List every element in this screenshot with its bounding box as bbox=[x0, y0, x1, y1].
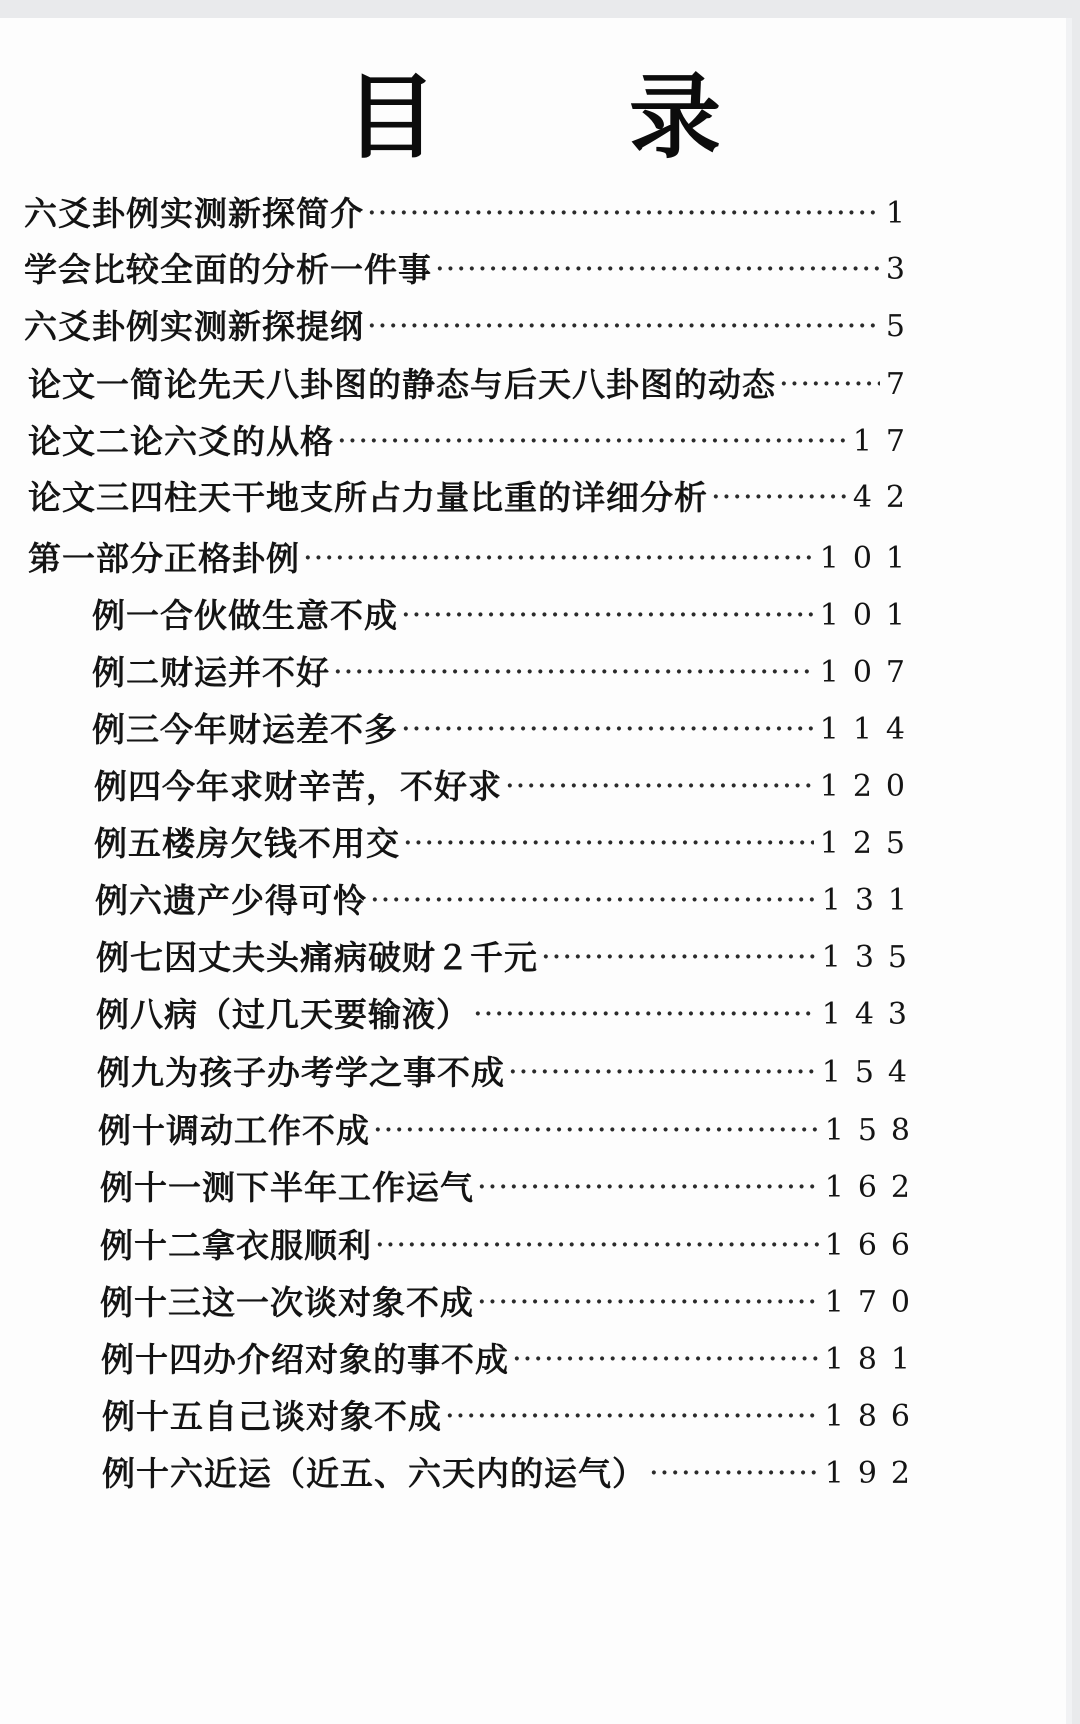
toc-entry bbox=[94, 824, 919, 864]
toc-entry-page-number: 131 bbox=[821, 883, 921, 918]
toc-entry-page-number: 135 bbox=[821, 940, 921, 975]
toc-entry-label: 例三 bbox=[92, 710, 160, 749]
dot-leader bbox=[304, 539, 814, 579]
toc-entry-title: 自己谈对象不成 bbox=[204, 1397, 442, 1436]
dot-leader bbox=[509, 1053, 816, 1093]
toc-entry-page-number: 120 bbox=[819, 769, 919, 804]
toc-entry-label: 例八 bbox=[96, 995, 164, 1034]
toc-entry-title: 正格卦例 bbox=[164, 539, 300, 578]
toc-entry-page-number: 181 bbox=[824, 1342, 924, 1377]
toc-entry-label: 例十六 bbox=[102, 1454, 204, 1493]
toc-entry-label: 论文一 bbox=[28, 365, 130, 404]
dot-leader bbox=[368, 194, 880, 234]
toc-entry-page-number: 162 bbox=[824, 1170, 924, 1205]
toc-entry-label: 例二 bbox=[92, 653, 160, 692]
toc-entry bbox=[28, 478, 919, 518]
dot-leader bbox=[404, 824, 814, 864]
dot-leader bbox=[402, 596, 814, 636]
toc-entry-page-number: 143 bbox=[821, 997, 921, 1032]
toc-entry-label: 例十二 bbox=[100, 1226, 202, 1265]
dot-leader bbox=[446, 1397, 819, 1437]
dot-leader bbox=[780, 365, 880, 405]
toc-entry-label: 例七 bbox=[96, 938, 164, 977]
toc-entry-page-number: 17 bbox=[852, 424, 919, 459]
dot-leader bbox=[371, 881, 816, 921]
toc-entry-page-number: 158 bbox=[824, 1113, 924, 1148]
toc-entry bbox=[100, 1168, 924, 1208]
dot-leader bbox=[374, 1111, 819, 1151]
dot-leader bbox=[478, 1283, 819, 1323]
dot-leader bbox=[474, 995, 816, 1035]
toc-entry-title: 测下半年工作运气 bbox=[202, 1168, 474, 1207]
toc-entry bbox=[24, 307, 919, 347]
toc-entry bbox=[28, 365, 919, 405]
toc-entry-title: 四柱天干地支所占力量比重的详细分析 bbox=[130, 478, 708, 517]
toc-entry-title: 办介绍对象的事不成 bbox=[203, 1340, 509, 1379]
toc-entry-title: 学会比较全面的分析一件事 bbox=[24, 250, 432, 289]
toc-entry-title: 近运（近五、六天内的运气） bbox=[204, 1454, 646, 1493]
toc-entry-title: 六爻卦例实测新探简介 bbox=[24, 194, 364, 233]
toc-entry-title: 简论先天八卦图的静态与后天八卦图的动态 bbox=[130, 365, 776, 404]
toc-entry bbox=[100, 1283, 924, 1323]
toc-entry-page-number: 5 bbox=[885, 309, 919, 344]
toc-entry-label: 例十五 bbox=[102, 1397, 204, 1436]
toc-entry-label: 例六 bbox=[95, 881, 163, 920]
dot-leader bbox=[478, 1168, 819, 1208]
toc-entry bbox=[28, 539, 919, 579]
toc-entry bbox=[28, 422, 919, 462]
toc-entry-page-number: 192 bbox=[824, 1456, 924, 1491]
toc-entry bbox=[92, 653, 919, 693]
document-page bbox=[0, 18, 1072, 1724]
toc-entry-title: 这一次谈对象不成 bbox=[202, 1283, 474, 1322]
toc-entry-page-number: 7 bbox=[885, 367, 919, 402]
toc-entry-title: 楼房欠钱不用交 bbox=[162, 824, 400, 863]
toc-entry bbox=[102, 1397, 924, 1437]
toc-entry-page-number: 114 bbox=[819, 712, 919, 747]
dot-leader bbox=[436, 250, 880, 290]
toc-entry bbox=[92, 710, 919, 750]
toc-entry bbox=[98, 1111, 924, 1151]
toc-entry-title: 调动工作不成 bbox=[166, 1111, 370, 1150]
toc-entry-title: 六爻卦例实测新探提纲 bbox=[24, 307, 364, 346]
toc-entry bbox=[95, 881, 921, 921]
dot-leader bbox=[338, 422, 847, 462]
dot-leader bbox=[712, 478, 847, 518]
dot-leader bbox=[513, 1340, 819, 1380]
dot-leader bbox=[334, 653, 814, 693]
toc-entry-label: 例十四 bbox=[101, 1340, 203, 1379]
toc-entry-title: 因丈夫头痛病破财２千元 bbox=[164, 938, 538, 977]
toc-entry-page-number: 107 bbox=[819, 655, 919, 690]
toc-entry-page-number: 154 bbox=[821, 1055, 921, 1090]
toc-entry-title: 为孩子办考学之事不成 bbox=[165, 1053, 505, 1092]
dot-leader bbox=[506, 767, 814, 807]
toc-entry-page-number: 101 bbox=[819, 598, 919, 633]
dot-leader bbox=[650, 1454, 819, 1494]
toc-entry-label: 论文二 bbox=[28, 422, 130, 461]
toc-entry-page-number: 170 bbox=[824, 1285, 924, 1320]
toc-entry bbox=[24, 250, 919, 290]
toc-entry-label: 例十 bbox=[98, 1111, 166, 1150]
toc-entry-title: 今年财运差不多 bbox=[160, 710, 398, 749]
toc-entry bbox=[97, 1053, 921, 1093]
toc-entry-label: 例一 bbox=[92, 596, 160, 635]
toc-entry-label: 例九 bbox=[97, 1053, 165, 1092]
toc-entry bbox=[101, 1340, 924, 1380]
toc-entry-title: 拿衣服顺利 bbox=[202, 1226, 372, 1265]
toc-entry bbox=[100, 1226, 924, 1266]
toc-entry-label: 例五 bbox=[94, 824, 162, 863]
toc-entry bbox=[102, 1454, 924, 1494]
toc-entry-label: 例四 bbox=[94, 767, 162, 806]
toc-entry-page-number: 186 bbox=[824, 1399, 924, 1434]
toc-entry-title: 论六爻的从格 bbox=[130, 422, 334, 461]
toc-entry-title: 病（过几天要输液） bbox=[164, 995, 470, 1034]
toc-entry bbox=[96, 995, 921, 1035]
toc-entry-page-number: 42 bbox=[852, 480, 919, 515]
toc-entry-page-number: 125 bbox=[819, 826, 919, 861]
toc-entry-title: 遗产少得可怜 bbox=[163, 881, 367, 920]
toc-entry-page-number: 1 bbox=[885, 196, 919, 231]
toc-entry-page-number: 3 bbox=[885, 252, 919, 287]
page-title: 目 录 bbox=[344, 64, 802, 171]
toc-entry-title: 财运并不好 bbox=[160, 653, 330, 692]
dot-leader bbox=[376, 1226, 819, 1266]
toc-entry-label: 第一部分 bbox=[28, 539, 164, 578]
dot-leader bbox=[402, 710, 814, 750]
toc-entry-title: 合伙做生意不成 bbox=[160, 596, 398, 635]
toc-entry-title: 今年求财辛苦，不好求 bbox=[162, 767, 502, 806]
toc-entry-label: 例十一 bbox=[100, 1168, 202, 1207]
toc-entry-page-number: 166 bbox=[824, 1228, 924, 1263]
toc-entry-label: 例十三 bbox=[100, 1283, 202, 1322]
toc-entry bbox=[92, 596, 919, 636]
toc-entry bbox=[96, 938, 921, 978]
toc-entry-label: 论文三 bbox=[28, 478, 130, 517]
dot-leader bbox=[542, 938, 816, 978]
toc-entry bbox=[94, 767, 919, 807]
toc-entry bbox=[24, 194, 919, 234]
toc-entry-page-number: 101 bbox=[819, 541, 919, 576]
dot-leader bbox=[368, 307, 880, 347]
